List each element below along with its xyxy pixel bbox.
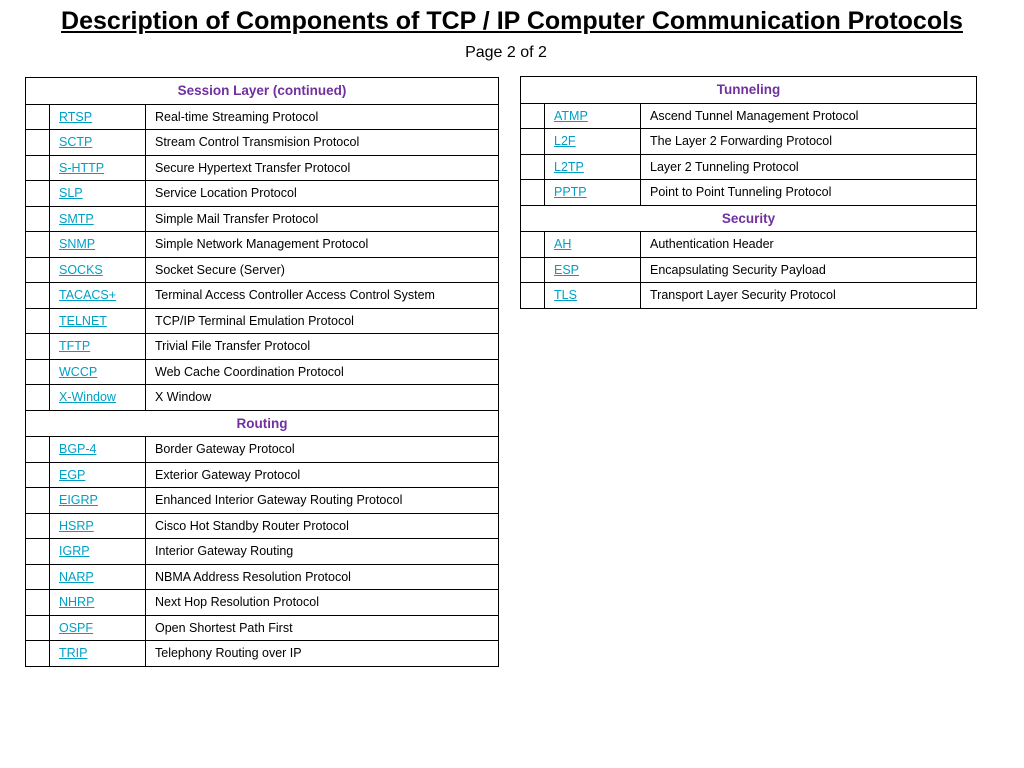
protocol-description: Enhanced Interior Gateway Routing Protocol [146,488,499,514]
protocol-link-tftp[interactable]: TFTP [59,339,91,354]
section-header-row [26,78,499,105]
blank-cell [521,232,545,258]
section-header-row [26,410,499,437]
blank-cell [26,513,50,539]
abbr-cell [545,232,641,258]
blank-cell [26,206,50,232]
protocol-description: Next Hop Resolution Protocol [146,590,499,616]
table-row [521,232,977,258]
abbr-cell [50,283,146,309]
protocol-link-s-http[interactable]: S-HTTP [59,160,105,175]
blank-cell [26,155,50,181]
blank-cell [26,462,50,488]
protocol-description: Point to Point Tunneling Protocol [641,180,977,206]
section-header-row [521,77,977,104]
abbr-cell [50,615,146,641]
protocol-link-esp[interactable]: ESP [554,262,580,277]
abbr-cell [545,283,641,309]
protocol-link-x-window[interactable]: X-Window [59,390,116,405]
protocol-link-ah[interactable]: AH [554,237,572,252]
table-row [26,155,499,181]
table-row [26,385,499,411]
table-row [26,437,499,463]
table-row [26,590,499,616]
blank-cell [26,590,50,616]
protocol-link-hsrp[interactable]: HSRP [59,518,94,533]
blank-cell [26,308,50,334]
protocol-link-atmp[interactable]: ATMP [554,108,588,123]
abbr-cell [50,359,146,385]
blank-cell [26,641,50,667]
abbr-cell [545,129,641,155]
page-number: Page 2 of 2 [465,44,547,61]
protocol-link-narp[interactable]: NARP [59,569,94,584]
protocol-link-wccp[interactable]: WCCP [59,364,98,379]
table-row [26,206,499,232]
blank-cell [26,539,50,565]
table-row [26,334,499,360]
abbr-cell [50,641,146,667]
protocol-description: X Window [146,385,499,411]
blank-cell [26,283,50,309]
abbr-cell [50,308,146,334]
blank-cell [26,615,50,641]
blank-cell [26,104,50,130]
protocol-link-trip[interactable]: TRIP [59,646,88,661]
protocol-link-egp[interactable]: EGP [59,467,86,482]
table-row [26,308,499,334]
protocol-description: NBMA Address Resolution Protocol [146,564,499,590]
table-row [26,462,499,488]
protocol-description: Transport Layer Security Protocol [641,283,977,309]
table-row [26,257,499,283]
section-header-security: Security [521,205,977,232]
abbr-cell [50,513,146,539]
protocol-link-slp[interactable]: SLP [59,186,83,201]
abbr-cell [50,257,146,283]
protocol-description: Web Cache Coordination Protocol [146,359,499,385]
abbr-cell [545,180,641,206]
protocol-link-smtp[interactable]: SMTP [59,211,94,226]
table-row [521,154,977,180]
table-row [521,129,977,155]
protocol-description: Authentication Header [641,232,977,258]
table-row [26,232,499,258]
page-title: Description of Components of TCP / IP Computer Communication Protocols [61,7,963,35]
protocol-link-bgp-4[interactable]: BGP-4 [59,442,97,457]
protocol-description: Secure Hypertext Transfer Protocol [146,155,499,181]
abbr-cell [50,155,146,181]
section-header-session-layer-continued: Session Layer (continued) [26,78,499,105]
protocol-link-rtsp[interactable]: RTSP [59,109,93,124]
blank-cell [26,359,50,385]
table-row [26,641,499,667]
protocol-link-ospf[interactable]: OSPF [59,620,94,635]
table-row [521,103,977,129]
table-row [26,488,499,514]
right-protocol-table [520,76,977,309]
abbr-cell [50,564,146,590]
section-header-row [521,205,977,232]
protocol-link-tls[interactable]: TLS [554,288,577,303]
protocol-description: The Layer 2 Forwarding Protocol [641,129,977,155]
protocol-link-nhrp[interactable]: NHRP [59,595,95,610]
abbr-cell [50,130,146,156]
protocol-description: Stream Control Transmision Protocol [146,130,499,156]
blank-cell [26,385,50,411]
blank-cell [521,283,545,309]
abbr-cell [50,334,146,360]
table-row [26,359,499,385]
protocol-description: Encapsulating Security Payload [641,257,977,283]
protocol-description: Interior Gateway Routing [146,539,499,565]
blank-cell [26,232,50,258]
blank-cell [26,334,50,360]
abbr-cell [50,181,146,207]
protocol-link-snmp[interactable]: SNMP [59,237,96,252]
table-row [521,257,977,283]
blank-cell [521,180,545,206]
section-header-routing: Routing [26,410,499,437]
protocol-description: Open Shortest Path First [146,615,499,641]
protocol-link-telnet[interactable]: TELNET [59,313,107,328]
protocol-description: Socket Secure (Server) [146,257,499,283]
table-row [521,180,977,206]
table-row [26,283,499,309]
left-protocol-table [25,77,499,667]
blank-cell [521,103,545,129]
table-row [26,615,499,641]
table-row [26,104,499,130]
abbr-cell [50,590,146,616]
table-row [521,283,977,309]
abbr-cell [545,154,641,180]
protocol-link-sctp[interactable]: SCTP [59,135,93,150]
protocol-description: Cisco Hot Standby Router Protocol [146,513,499,539]
abbr-cell [50,488,146,514]
blank-cell [521,129,545,155]
section-header-tunneling: Tunneling [521,77,977,104]
abbr-cell [545,257,641,283]
blank-cell [26,130,50,156]
protocol-description: TCP/IP Terminal Emulation Protocol [146,308,499,334]
table-row [26,539,499,565]
protocol-description: Border Gateway Protocol [146,437,499,463]
protocol-description: Terminal Access Controller Access Control System [146,283,499,309]
abbr-cell [50,104,146,130]
blank-cell [26,488,50,514]
blank-cell [521,257,545,283]
protocol-description: Layer 2 Tunneling Protocol [641,154,977,180]
abbr-cell [50,462,146,488]
protocol-description: Telephony Routing over IP [146,641,499,667]
blank-cell [521,154,545,180]
protocol-description: Trivial File Transfer Protocol [146,334,499,360]
abbr-cell [50,539,146,565]
abbr-cell [50,206,146,232]
blank-cell [26,181,50,207]
protocol-link-igrp[interactable]: IGRP [59,544,90,559]
protocol-description: Simple Network Management Protocol [146,232,499,258]
abbr-cell [50,437,146,463]
table-row [26,513,499,539]
table-row [26,181,499,207]
table-row [26,130,499,156]
blank-cell [26,437,50,463]
protocol-link-pptp[interactable]: PPTP [554,185,587,200]
protocol-description: Service Location Protocol [146,181,499,207]
protocol-link-l2f[interactable]: L2F [554,134,576,149]
protocol-description: Real-time Streaming Protocol [146,104,499,130]
abbr-cell [545,103,641,129]
protocol-link-l2tp[interactable]: L2TP [554,159,584,174]
protocol-link-socks[interactable]: SOCKS [59,262,103,277]
protocol-link-eigrp[interactable]: EIGRP [59,493,98,508]
blank-cell [26,257,50,283]
blank-cell [26,564,50,590]
protocol-link-tacacs[interactable]: TACACS+ [59,288,117,303]
abbr-cell [50,385,146,411]
protocol-description: Exterior Gateway Protocol [146,462,499,488]
protocol-description: Ascend Tunnel Management Protocol [641,103,977,129]
protocol-description: Simple Mail Transfer Protocol [146,206,499,232]
table-row [26,564,499,590]
abbr-cell [50,232,146,258]
